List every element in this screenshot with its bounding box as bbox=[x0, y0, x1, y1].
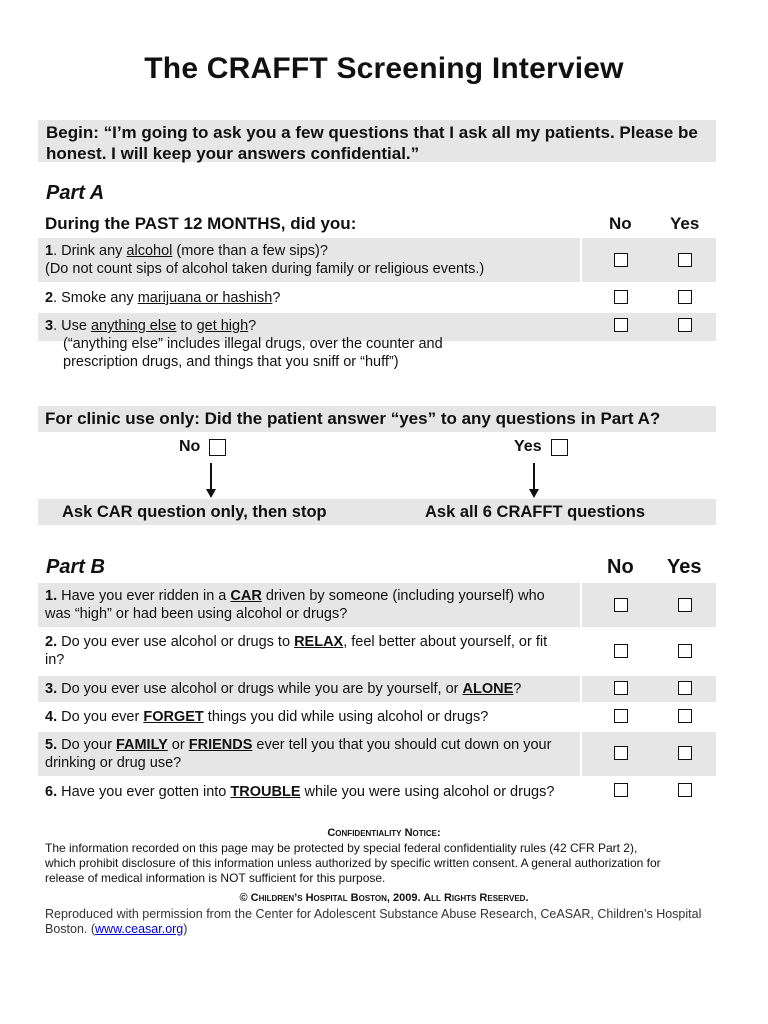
part-a-q1-yes-checkbox[interactable] bbox=[678, 253, 692, 267]
clinic-yes-label: Yes bbox=[514, 438, 542, 455]
page-title: The CRAFFT Screening Interview bbox=[144, 52, 624, 85]
part-b-q2-yes-checkbox[interactable] bbox=[678, 644, 692, 658]
down-arrow-icon bbox=[529, 489, 539, 498]
part-b-col-yes: Yes bbox=[667, 556, 702, 578]
q-number: 1 bbox=[45, 243, 54, 259]
reproduction-notice: Reproduced with permission from the Center for Adolescent Substance Abuse Research, CeASAR, Children’s Hospital Boston. (www.ceasar.org) bbox=[45, 907, 702, 936]
down-arrow-icon bbox=[206, 489, 216, 498]
part-b-q3-no-checkbox[interactable] bbox=[614, 681, 628, 695]
part-b-q5-no-checkbox[interactable] bbox=[614, 746, 628, 760]
down-arrow-icon bbox=[533, 463, 535, 489]
part-a-header: During the PAST 12 MONTHS, did you: bbox=[45, 214, 357, 233]
yes-action-text: Ask all 6 CRAFFT questions bbox=[425, 503, 646, 521]
part-b-q4-yes-checkbox[interactable] bbox=[678, 709, 692, 723]
part-a-col-yes: Yes bbox=[670, 214, 700, 233]
confidentiality-notice-title: Confidentiality Notice: bbox=[327, 827, 441, 839]
part-b-question-4: 4. Do you ever FORGET things you did while using alcohol or drugs? bbox=[38, 706, 716, 730]
copyright: © Children’s Hospital Boston, 2009. All Rights Reserved. bbox=[239, 892, 529, 904]
clinic-no-label: No bbox=[179, 438, 201, 455]
part-a-question-1: 1. Drink any alcohol (more than a few sips)? (Do not count sips of alcohol taken during family or religious events.) bbox=[38, 238, 716, 282]
part-b-q6-no-checkbox[interactable] bbox=[614, 783, 628, 797]
part-a-q2-yes-checkbox[interactable] bbox=[678, 290, 692, 304]
part-b-q1-no-checkbox[interactable] bbox=[614, 598, 628, 612]
part-a-title: Part A bbox=[46, 182, 105, 204]
q-number: 3 bbox=[45, 318, 54, 334]
part-b-question-6: 6. Have you ever gotten into TROUBLE while you were using alcohol or drugs? bbox=[38, 780, 716, 804]
part-b-question-1: 1. Have you ever ridden in a CAR driven by someone (including yourself) who was “high” or had been using alcohol or drugs? bbox=[38, 583, 716, 627]
part-a-q1-no-checkbox[interactable] bbox=[614, 253, 628, 267]
part-b-q5-yes-checkbox[interactable] bbox=[678, 746, 692, 760]
part-b-q2-no-checkbox[interactable] bbox=[614, 644, 628, 658]
part-b-question-2: 2. Do you ever use alcohol or drugs to RELAX, feel better about yourself, or fit in? bbox=[38, 631, 716, 673]
part-b-q1-yes-checkbox[interactable] bbox=[678, 598, 692, 612]
part-a-question-3: 3. Use anything else to get high? (“anything else” includes illegal drugs, over the counter and prescription drugs, and things that you sniff or “huff”) bbox=[38, 317, 716, 377]
clinic-no-checkbox[interactable] bbox=[209, 439, 226, 456]
clinic-question: For clinic use only: Did the patient answer “yes” to any questions in Part A? bbox=[38, 406, 716, 432]
part-a-q3-yes-checkbox[interactable] bbox=[678, 318, 692, 332]
part-b-q4-no-checkbox[interactable] bbox=[614, 709, 628, 723]
part-a-q3-no-checkbox[interactable] bbox=[614, 318, 628, 332]
confidentiality-notice-body: The information recorded on this page may be protected by special federal confidentiality rules (42 CFR Part 2), which prohibit disclosure of this information unless authorized by specific written consent. A general authorization for release of medical information is NOT sufficient for this purpose. bbox=[45, 841, 661, 885]
part-b-question-5: 5. Do your FAMILY or FRIENDS ever tell you that you should cut down on your drinking or drug use? bbox=[38, 732, 716, 776]
clinic-actions bbox=[38, 499, 716, 525]
part-b-title: Part B bbox=[46, 556, 105, 578]
down-arrow-icon bbox=[210, 463, 212, 489]
part-a-col-no: No bbox=[609, 214, 632, 233]
ceasar-link[interactable]: www.ceasar.org bbox=[95, 922, 184, 936]
part-b-col-no: No bbox=[607, 556, 634, 578]
begin-instructions: Begin: “I’m going to ask you a few questions that I ask all my patients. Please be honest. I will keep your answers confidential.” bbox=[38, 120, 716, 162]
part-a-question-2: 2. Smoke any marijuana or hashish? bbox=[38, 286, 716, 312]
clinic-yes-checkbox[interactable] bbox=[551, 439, 568, 456]
part-b-question-3: 3. Do you ever use alcohol or drugs while you are by yourself, or ALONE? bbox=[38, 676, 716, 702]
no-action-text: Ask CAR question only, then stop bbox=[62, 503, 327, 521]
q-number: 2 bbox=[45, 290, 54, 306]
part-b-q6-yes-checkbox[interactable] bbox=[678, 783, 692, 797]
part-b-q3-yes-checkbox[interactable] bbox=[678, 681, 692, 695]
part-a-q2-no-checkbox[interactable] bbox=[614, 290, 628, 304]
